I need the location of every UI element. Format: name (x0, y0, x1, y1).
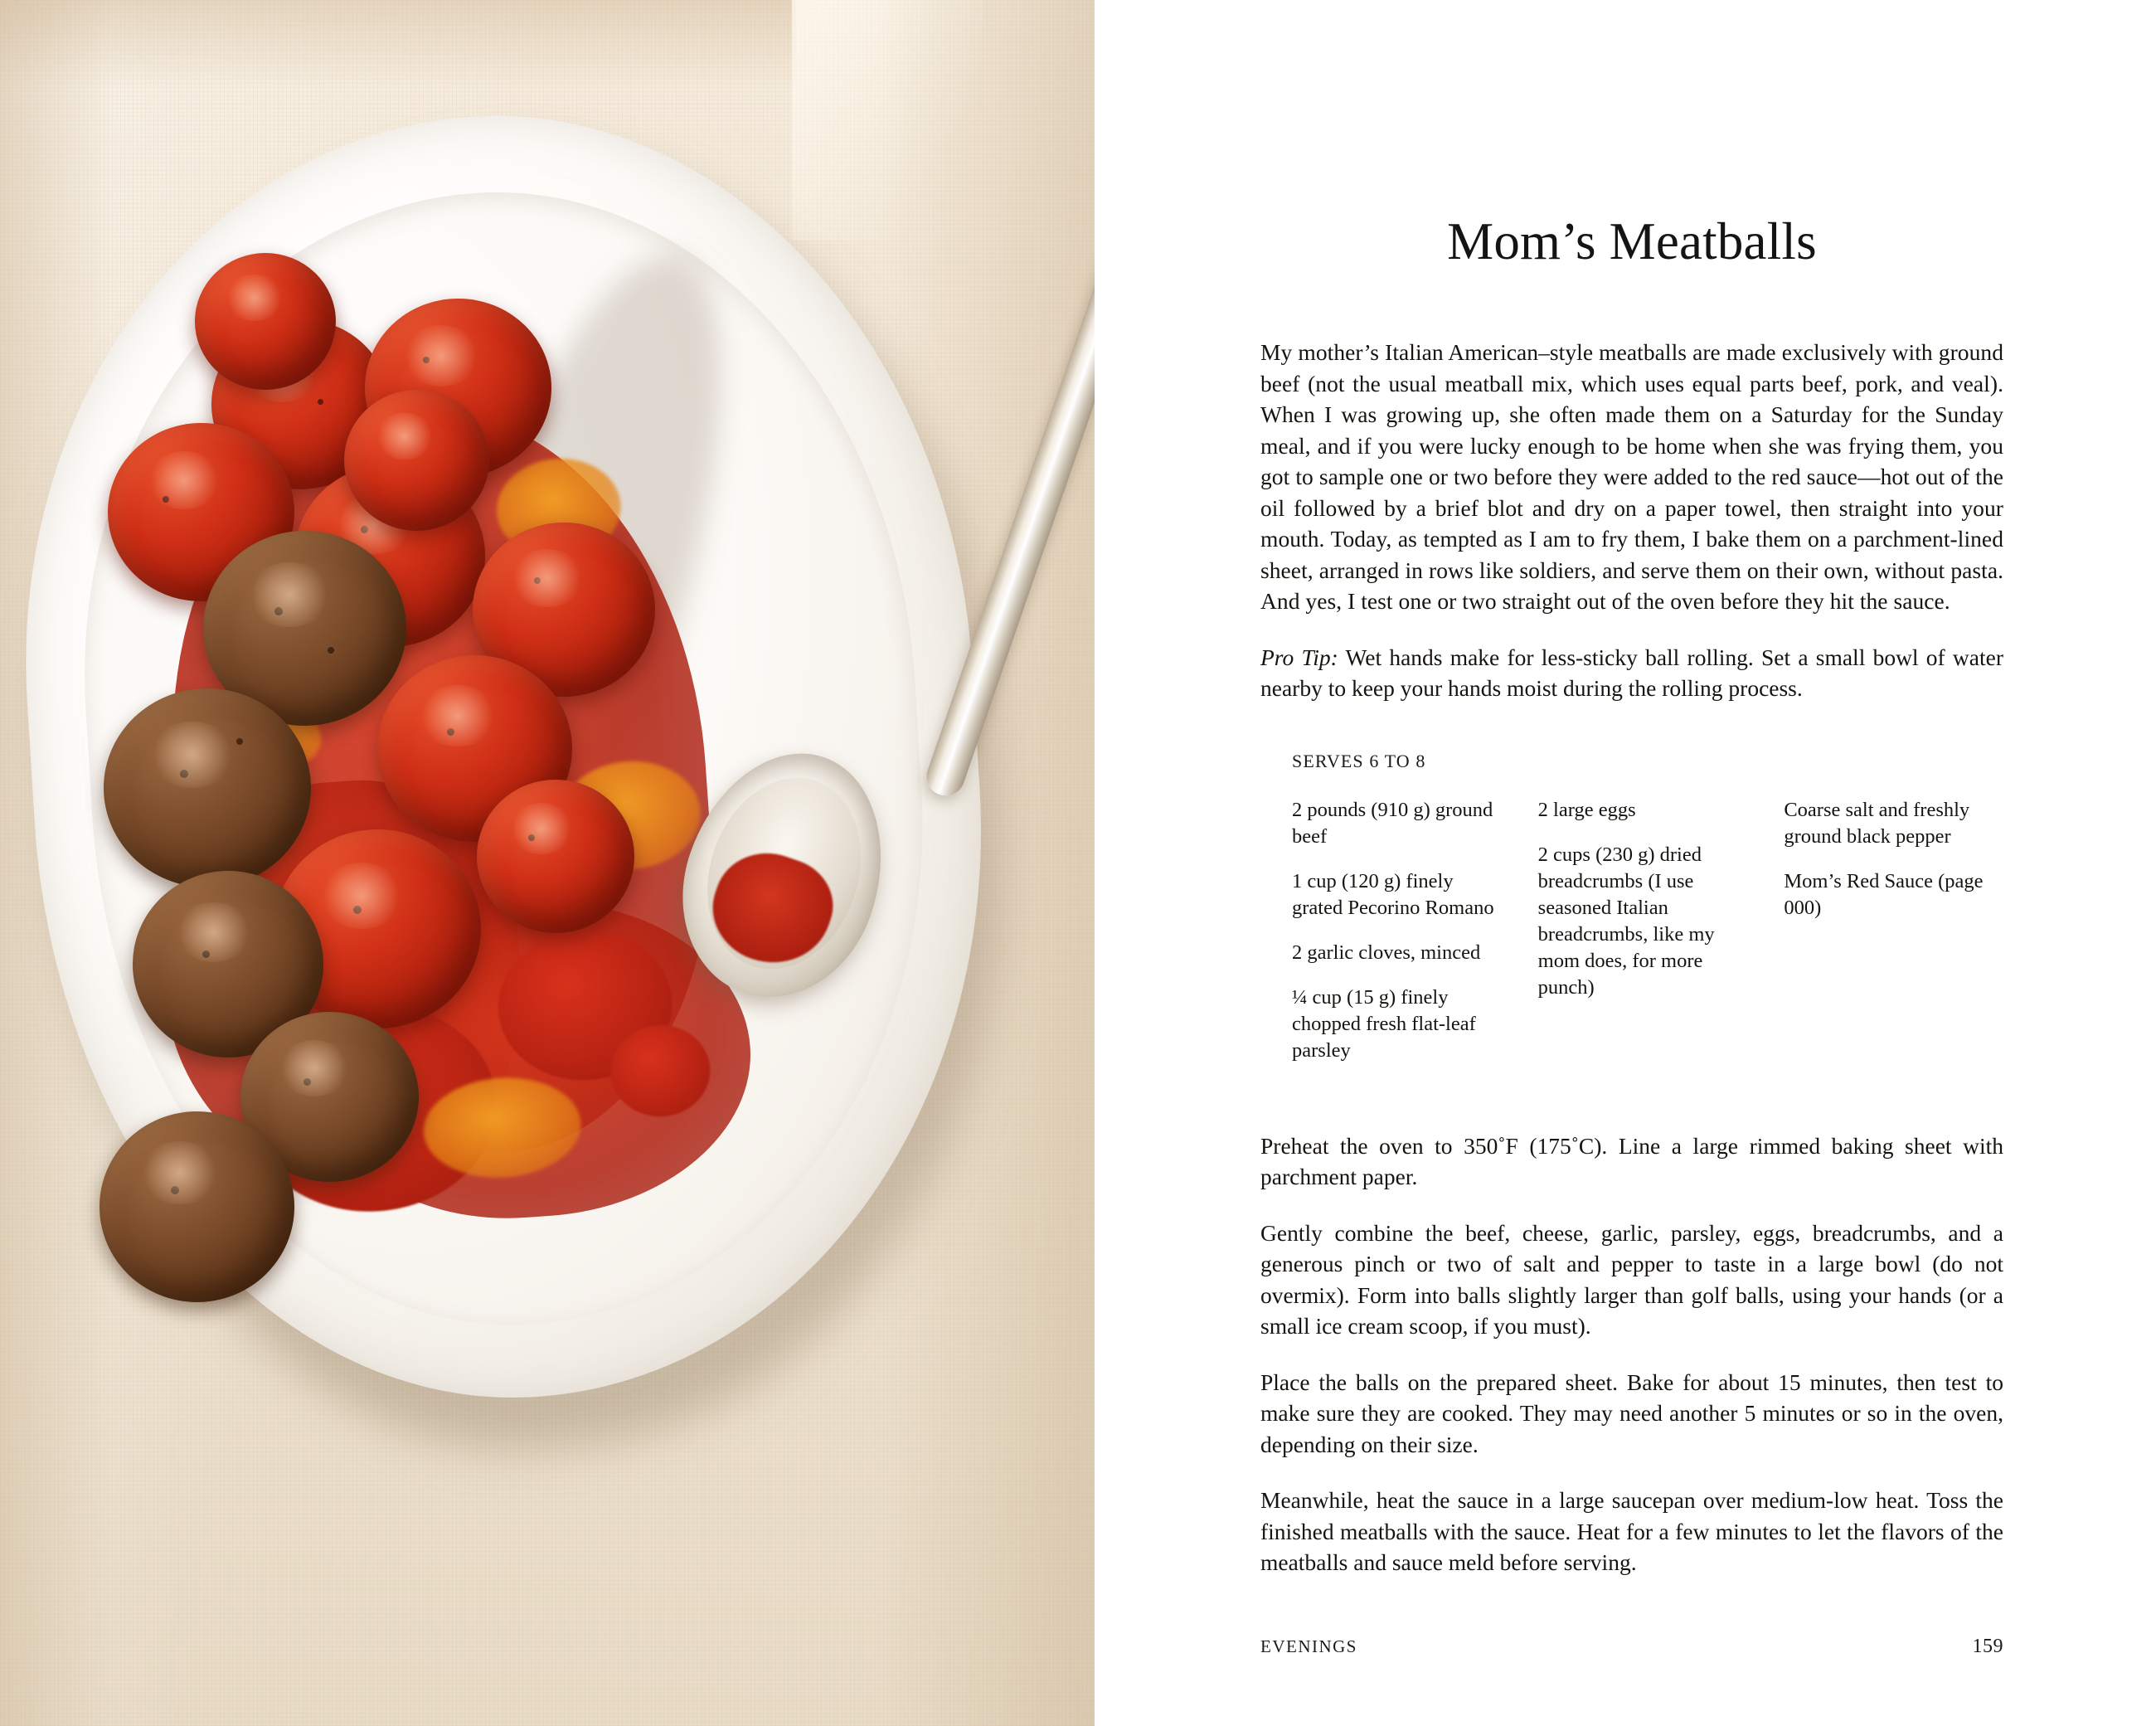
recipe-method (1260, 1082, 2003, 1578)
page-number: 159 (1972, 1636, 2003, 1657)
ingredient-column-3 (1784, 797, 1995, 1082)
recipe-headnote: My mother’s Italian American–style meatballs are made exclusively with ground beef (not the usual meatball mix, which uses equal parts beef, pork, and veal). When I was growing up, she often made them on a Saturday for the Sunday meal, and if you were lucky enough to be home when she was frying them, you got to sample one or two before they were added to the red sauce—hot out of the oil followed by a brief blot and dry on a paper towel, then straight into your mouth. Today, as tempted as I am to fry them, I bake them on a parchment-lined sheet, arranged in rows like soldiers, and serve them on their own, without pasta. And yes, I test one or two straight out of the oven before they hit the sauce. (1260, 339, 2003, 614)
pro-tip (1260, 617, 2003, 704)
ingredient-list (1260, 772, 2003, 1082)
pro-tip-label: Pro Tip: (1260, 644, 1338, 670)
recipe-step: Gently combine the beef, cheese, garlic, parsley, eggs, breadcrumbs, and a generous pinch or two of salt and pepper to taste in a large bowl (do not overmix). Form into balls slightly larger than golf balls, using your hands (or a small ice cream scoop, if you must). (1260, 1219, 2003, 1339)
ingredient-column-2 (1538, 797, 1750, 1082)
ingredient-column-1 (1292, 797, 1503, 1082)
page-title: Mom’s Meatballs (1447, 212, 1817, 270)
recipe-text-page (1095, 0, 2156, 1726)
meatball (104, 688, 311, 887)
page-footer (1260, 1636, 2003, 1658)
meatball (100, 1111, 294, 1302)
recipe-step: Preheat the oven to 350˚F (175˚C). Line a large rimmed baking sheet with parchment paper. (1260, 1132, 2003, 1189)
meatball (195, 253, 336, 390)
recipe-step: Place the balls on the prepared sheet. Bake for about 15 minutes, then test to make sure they are cooked. They may need another 5 minutes or so in the oven, depending on their size. (1260, 1369, 2003, 1457)
chapter-name: EVENINGS (1260, 1636, 1357, 1656)
ingredient-item: 2 garlic cloves, minced (1292, 941, 1481, 964)
pro-tip-text: Wet hands make for less-sticky ball rolling. Set a small bowl of water nearby to keep your hands moist during the rolling process. (1260, 644, 2003, 701)
ingredient-item: 2 pounds (910 g) ground beef (1292, 798, 1493, 848)
meatball (344, 390, 489, 531)
ingredient-item: 1 cup (120 g) finely grated Pecorino Romano (1292, 869, 1494, 919)
ingredient-item: ¼ cup (15 g) finely chopped fresh flat-leaf parsley (1292, 985, 1476, 1062)
recipe-step: Meanwhile, heat the sauce in a large saucepan over medium-low heat. Toss the finished meatballs with the sauce. Heat for a few minutes to let the flavors of the meatballs and sauce meld before serving. (1260, 1487, 2003, 1575)
ingredient-item: Coarse salt and freshly ground black pepper (1784, 798, 1970, 848)
ingredient-item: 2 cups (230 g) dried breadcrumbs (I use seasoned Italian breadcrumbs, like my mom does, for more punch) (1537, 843, 1715, 999)
ingredient-item: 2 large eggs (1537, 798, 1636, 821)
meatball (477, 780, 634, 933)
ingredient-item: Mom’s Red Sauce (page 000) (1784, 869, 1984, 919)
serving-size: SERVES 6 TO 8 (1292, 750, 1426, 771)
